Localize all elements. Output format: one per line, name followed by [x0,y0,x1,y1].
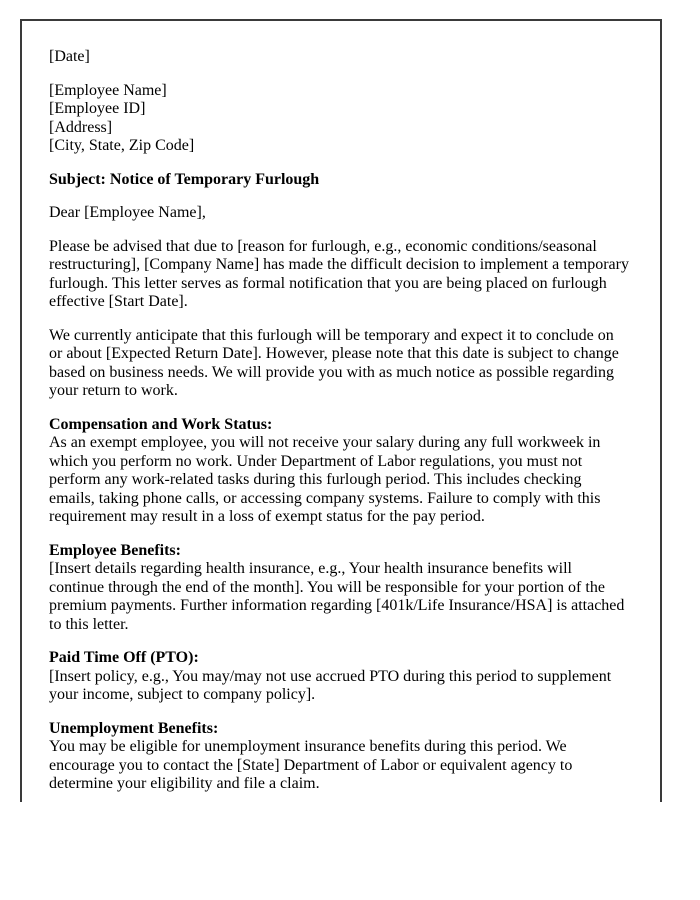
section-heading: Paid Time Off (PTO): [49,649,199,666]
section-body: You may be eligible for unemployment insurance benefits during this period. We encourage you to contact the [State] Department of Labor or equivalent agency to determine your eligibility and file a claim. [49,738,573,792]
section-body: As an exempt employee, you will not receive your salary during any full workweek in which you perform no work. Under Department of Labor regulations, you must not perform any work-related tasks during this furlough period. This includes checking emails, taking phone calls, or accessing company systems. Failure to comply with this requirement may result in a loss of exempt status for the pay period. [49,434,601,525]
recipient-address-block [49,82,631,156]
recipient-name-line: [Employee Name] [49,81,167,99]
recipient-city-line: [City, State, Zip Code] [49,137,195,154]
section-employee-benefits [49,542,631,635]
salutation: Dear [Employee Name], [49,204,206,221]
section-compensation [49,416,631,527]
section-heading: Compensation and Work Status: [49,415,273,433]
section-body: [Insert policy, e.g., You may/may not use accrued PTO during this period to supplement your income, subject to company policy]. [49,667,612,703]
section-heading: Employee Benefits: [49,541,181,559]
recipient-address-line: [Address] [49,118,113,136]
section-unemployment-benefits [49,720,631,794]
section-pto [49,649,631,705]
section-heading: Unemployment Benefits: [49,719,219,737]
subject-line: Subject: Notice of Temporary Furlough [49,170,320,188]
intro-paragraph-1: Please be advised that due to [reason for furlough, e.g., economic conditions/seasonal restructuring], [Company Name] has made the difficult decision to implement a temporary furlough. This letter serves as formal notification that you are being placed on furlough effective [Start Date]. [49,237,629,310]
furlough-letter-document [20,19,662,802]
intro-paragraph-2: We currently anticipate that this furlough will be temporary and expect it to conclude on or about [Expected Return Date]. However, please note that this date is subject to change based on business needs. We will provide you with as much notice as possible regarding your return to work. [49,326,619,399]
recipient-id-line: [Employee ID] [49,100,146,117]
date-line: [Date] [49,48,90,65]
section-body: [Insert details regarding health insurance, e.g., Your health insurance benefits will continue through the end of the month]. You will be responsible for your portion of the premium payments. Further information regarding [401k/Life Insurance/HSA] is attached to this letter. [49,560,625,633]
